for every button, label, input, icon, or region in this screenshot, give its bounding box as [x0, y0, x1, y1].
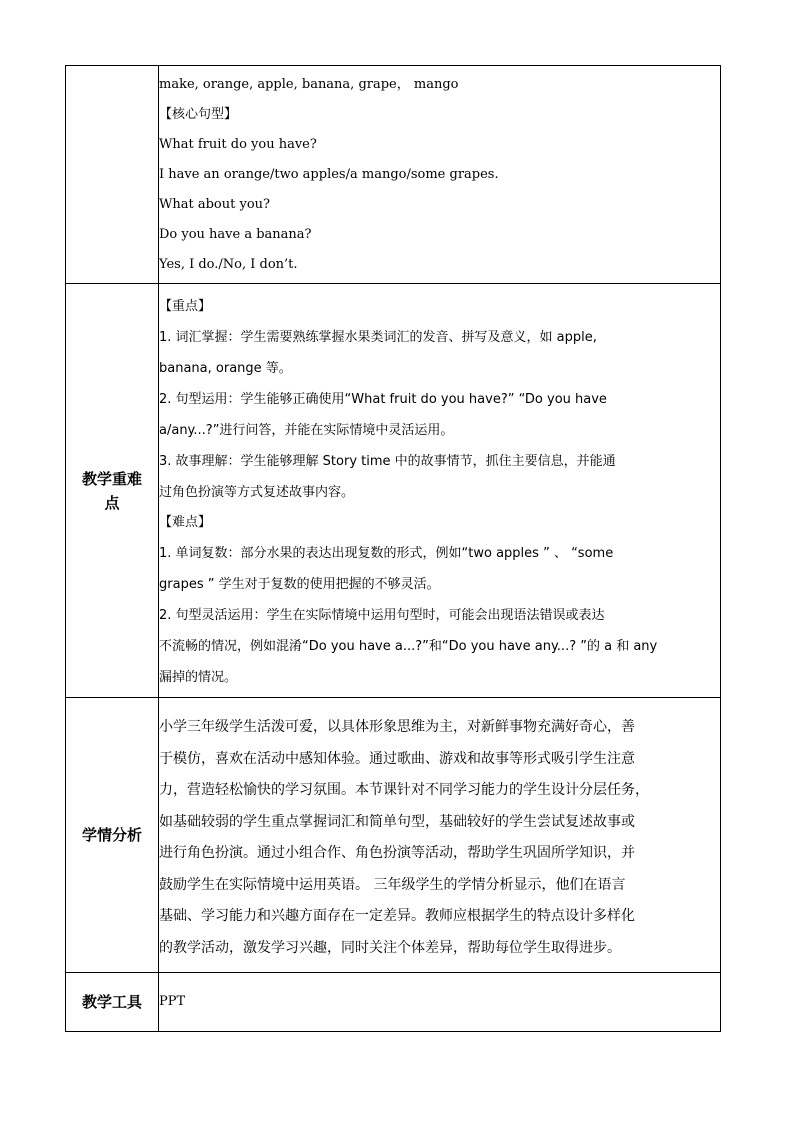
- tools-content: [159, 973, 721, 1032]
- analysis-text: [159, 712, 720, 964]
- key-points-label: [66, 284, 159, 698]
- focus-line: 2. 句型运用：学生能够正确使用“What fruit do you have?” “Do you have: [159, 391, 607, 407]
- focus-heading: 【重点】: [159, 298, 212, 314]
- tools-row: [66, 973, 721, 1032]
- difficulty-line: 1. 单词复数：部分水果的表达出现复数的形式，例如“two apples ” 、 “some: [159, 545, 614, 561]
- focus-line: 3. 故事理解：学生能够理解 Story time 中的故事情节，抓住主要信息，并能通: [159, 453, 616, 469]
- focus-line: banana, orange 等。: [159, 360, 292, 376]
- analysis-row: [66, 698, 721, 973]
- focus-text: [159, 322, 720, 508]
- analysis-line: 小学三年级学生活泼可爱，以具体形象思维为主，对新鲜事物充满好奇心，善: [159, 719, 635, 735]
- core-sentences-heading: 【核心句型】: [159, 106, 238, 122]
- difficulty-line: 不流畅的情况，例如混淆“Do you have a...?”和“Do you have any...? ”的 a 和 any: [159, 638, 658, 654]
- key-points-row: [66, 284, 721, 698]
- vocab-label-cell: [66, 66, 159, 284]
- vocab-content-cell: [159, 66, 721, 284]
- difficulty-line: 漏掉的情况。: [159, 669, 238, 685]
- difficulty-line: grapes ” 学生对于复数的使用把握的不够灵活。: [159, 576, 440, 592]
- analysis-content: [159, 698, 721, 973]
- key-points-label-line2: 点: [104, 493, 120, 512]
- analysis-line: 如基础较弱的学生重点掌握词汇和简单句型，基础较好的学生尝试复述故事或: [159, 813, 635, 830]
- sentence-4: Do you have a banana?: [159, 226, 312, 242]
- focus-line: 过角色扮演等方式复述故事内容。: [159, 484, 355, 500]
- tools-label: 教学工具: [66, 973, 159, 1032]
- focus-line: a/any...?”进行问答，并能在实际情境中灵活运用。: [159, 422, 454, 438]
- difficulty-line: 2. 句型灵活运用：学生在实际情境中运用句型时，可能会出现语法错误或表达: [159, 607, 605, 623]
- lesson-plan-table: [65, 65, 721, 1032]
- sentence-3: What about you?: [159, 196, 270, 212]
- focus-line: 1. 词汇掌握：学生需要熟练掌握水果类词汇的发音、拼写及意义，如 apple,: [159, 329, 597, 345]
- analysis-line: 力，营造轻松愉快的学习氛围。本节课针对不同学习能力的学生设计分层任务，: [159, 782, 649, 798]
- difficulty-heading: 【难点】: [159, 514, 212, 530]
- analysis-label: 学情分析: [66, 698, 159, 973]
- analysis-line: 于模仿，喜欢在活动中感知体验。通过歌曲、游戏和故事等形式吸引学生注意: [159, 750, 635, 767]
- vocab-words: make, orange, apple, banana, grape， mango: [159, 76, 459, 92]
- difficulty-text: [159, 538, 720, 693]
- tools-value: PPT: [159, 994, 186, 1009]
- vocab-row: [66, 66, 721, 284]
- sentence-5: Yes, I do./No, I don’t.: [159, 256, 298, 272]
- key-points-content: [159, 284, 721, 698]
- sentence-2: I have an orange/two apples/a mango/some grapes.: [159, 166, 499, 182]
- analysis-line: 鼓励学生在实际情境中运用英语。 三年级学生的学情分析显示，他们在语言: [159, 876, 626, 893]
- key-points-label-line1: 教学重难: [81, 469, 142, 488]
- analysis-line: 基础、学习能力和兴趣方面存在一定差异。教师应根据学生的特点设计多样化: [159, 908, 635, 924]
- analysis-line: 进行角色扮演。通过小组合作、角色扮演等活动，帮助学生巩固所学知识，并: [159, 845, 635, 861]
- analysis-line: 的教学活动，激发学习兴趣，同时关注个体差异，帮助每位学生取得进步。: [159, 939, 621, 956]
- sentence-1: What fruit do you have?: [159, 136, 317, 152]
